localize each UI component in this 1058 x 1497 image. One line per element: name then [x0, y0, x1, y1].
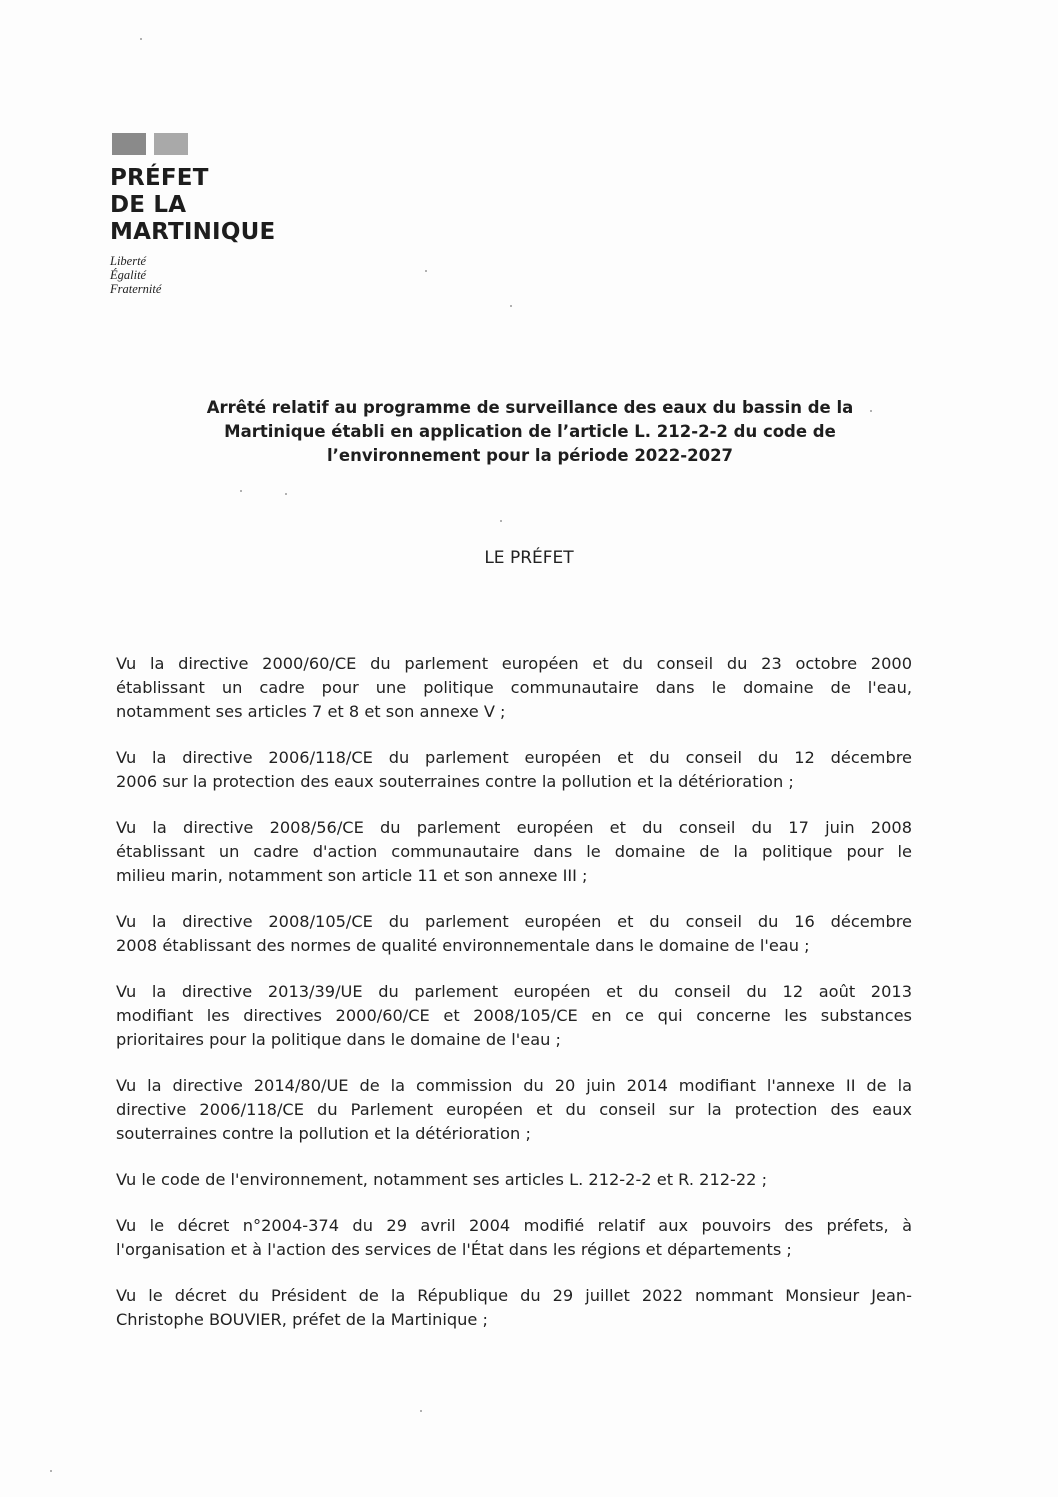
- visa-line: Vu la directive 2014/80/UE de la commission du 20 juin 2014 modifiant l'annexe II de la: [116, 1076, 912, 1095]
- scan-speck: [870, 410, 872, 412]
- visa-line: Vu le décret n°2004-374 du 29 avril 2004 modifié relatif aux pouvoirs des préfets, à: [116, 1216, 912, 1235]
- visa-line: Vu la directive 2008/56/CE du parlement européen et du conseil du 17 juin 2008: [116, 818, 912, 837]
- marianne-block-right: [154, 133, 188, 155]
- organization-name: [110, 165, 275, 246]
- title-line: Arrêté relatif au programme de surveillance des eaux du bassin de la: [206, 398, 854, 417]
- organization-line: DE LA: [110, 192, 187, 218]
- organization-line: PRÉFET: [110, 165, 209, 191]
- motto-line: Fraternité: [110, 282, 162, 296]
- visa-line: modifiant les directives 2000/60/CE et 2008/105/CE en ce qui concerne les substances: [116, 1006, 912, 1025]
- visa-line: établissant un cadre d'action communautaire dans le domaine de la politique pour le: [116, 842, 912, 861]
- visa-line: 2008 établissant des normes de qualité environnementale dans le domaine de l'eau ;: [116, 936, 810, 955]
- visa-paragraph: [116, 816, 912, 888]
- visa-line: Vu la directive 2013/39/UE du parlement européen et du conseil du 12 août 2013: [116, 982, 912, 1001]
- title-line: Martinique établi en application de l’article L. 212-2-2 du code de: [224, 422, 836, 441]
- visa-line: Vu le décret du Président de la République du 29 juillet 2022 nommant Monsieur Jean-: [116, 1286, 912, 1305]
- scan-speck: [420, 1410, 422, 1412]
- visa-line: prioritaires pour la politique dans le domaine de l'eau ;: [116, 1030, 561, 1049]
- visa-line: souterraines contre la pollution et la détérioration ;: [116, 1124, 531, 1143]
- visa-line: l'organisation et à l'action des services de l'État dans les régions et départements ;: [116, 1240, 792, 1259]
- visa-line: directive 2006/118/CE du Parlement européen et du conseil sur la protection des eaux: [116, 1100, 912, 1119]
- scan-speck: [240, 490, 242, 492]
- title-line: l’environnement pour la période 2022-2027: [326, 446, 734, 465]
- scan-speck: [510, 305, 512, 307]
- visa-line: Vu le code de l'environnement, notamment ses articles L. 212-2-2 et R. 212-22 ;: [116, 1170, 768, 1189]
- visa-line: notamment ses articles 7 et 8 et son annexe V ;: [116, 702, 506, 721]
- visa-line: établissant un cadre pour une politique communautaire dans le domaine de l'eau,: [116, 678, 912, 697]
- visa-line: Vu la directive 2008/105/CE du parlement européen et du conseil du 16 décembre: [116, 912, 912, 931]
- visa-line: milieu marin, notamment son article 11 et son annexe III ;: [116, 866, 588, 885]
- motto-line: Égalité: [110, 268, 147, 282]
- visa-paragraph: [116, 746, 912, 794]
- visa-line: Vu la directive 2006/118/CE du parlement européen et du conseil du 12 décembre: [116, 748, 912, 767]
- marianne-logo-icon: [112, 133, 275, 155]
- motto-line: Liberté: [110, 254, 147, 268]
- document-title: [150, 396, 910, 468]
- visa-paragraph: [116, 1168, 912, 1192]
- scan-speck: [425, 270, 427, 272]
- organization-line: MARTINIQUE: [110, 219, 276, 245]
- republic-motto: [110, 254, 275, 296]
- prefecture-logo: [110, 133, 275, 296]
- visa-paragraph: [116, 980, 912, 1052]
- scan-speck: [500, 520, 502, 522]
- scan-speck: [140, 38, 142, 40]
- visa-paragraph: [116, 1214, 912, 1262]
- scan-speck: [50, 1470, 52, 1472]
- visa-paragraph: [116, 1074, 912, 1146]
- marianne-block-left: [112, 133, 146, 155]
- visa-paragraph: [116, 652, 912, 724]
- visas-list: [116, 652, 912, 1354]
- scan-speck: [285, 493, 287, 495]
- visa-line: Christophe BOUVIER, préfet de la Martinique ;: [116, 1310, 488, 1329]
- visa-line: Vu la directive 2000/60/CE du parlement européen et du conseil du 23 octobre 2000: [116, 654, 912, 673]
- visa-paragraph: [116, 910, 912, 958]
- visa-line: 2006 sur la protection des eaux souterraines contre la pollution et la détérioration ;: [116, 772, 794, 791]
- authority-heading: LE PRÉFET: [484, 548, 574, 568]
- visa-paragraph: [116, 1284, 912, 1332]
